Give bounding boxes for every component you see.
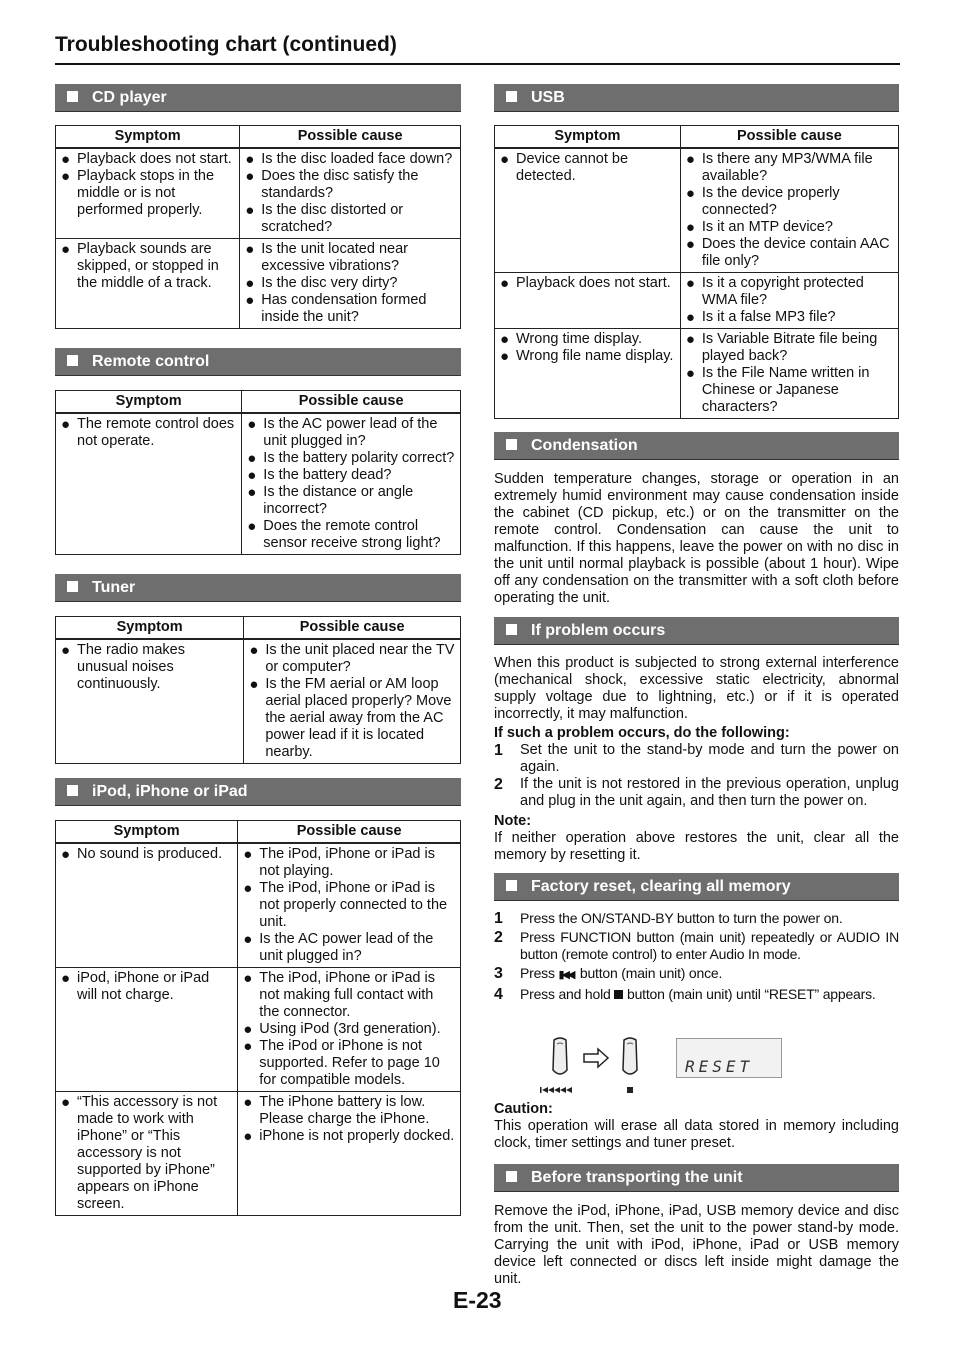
section-remote-control [55,348,461,555]
section-tuner [55,574,461,764]
table-header-row [56,126,461,149]
cause-item: ● Is the device properly connected? [686,185,893,219]
section-header: Condensation [494,432,899,460]
cause-cell [680,273,898,329]
column-header-symptom: Symptom [56,617,244,640]
table-row [56,239,461,329]
lcd-display: RESET [676,1038,782,1078]
step-item: 2 If the unit is not restored in the previous operation, unplug and plug in the unit again, and then turn the power on. [494,776,899,809]
section-if-problem-occurs [494,617,899,864]
cause-item: ● Is it an MTP device? [686,219,893,236]
cause-item: ● The iPod, iPhone or iPad is not making full contact with the connector. [243,970,455,1021]
symptom-item: ● Playback sounds are skipped, or stopped in the middle of a track. [61,241,234,292]
cause-cell [238,843,461,968]
condensation-text: Sudden temperature changes, storage or operation in an extremely humid environment may cause condensation inside the cabinet (CD pickup, etc.) or on the transmitter on the remote control. Condensation can cause the unit to malfunction. If this happens, leave the power on with no disc in the unit until normal playback is possible (about 1 hour). Wipe off any condensation on the transmitter with a soft cloth before operating the unit. [494,471,899,606]
symptom-cell [56,639,244,764]
cause-cell [240,148,461,239]
table-header-row [56,391,461,414]
cause-item: ● Does the device contain AAC file only? [686,236,893,270]
square-icon [506,439,517,450]
column-header-cause: Possible cause [244,617,461,640]
section-header: Factory reset, clearing all memory [494,873,899,901]
step-item: 2 Press FUNCTION button (main unit) repeatedly or AUDIO IN button (remote control) to enter Audio In mode. [494,929,899,962]
table-row [495,329,899,419]
cause-item: ● Is Variable Bitrate file being played back? [686,331,893,365]
symptom-item: ● No sound is produced. [61,846,232,863]
column-header-symptom: Symptom [56,126,240,149]
cause-item: ● Is the battery polarity correct? [247,450,455,467]
transport-text: Remove the iPod, iPhone, iPad, USB memory device and disc from the unit. Then, set the unit to the power stand-by mode. Carrying the unit with iPod, iPhone, iPad or USB memory device left connected or discs left inside might damage the unit. [494,1203,899,1287]
cause-cell [238,968,461,1092]
cause-item: ● The iPod, iPhone or iPad is not playing. [243,846,455,880]
symptom-item: ● Playback stops in the middle or is not performed properly. [61,168,234,219]
symptom-item: ● The remote control does not operate. [61,416,236,450]
note-label: Note: [494,813,532,829]
section-usb [494,84,899,419]
section-header: iPod, iPhone or iPad [55,778,461,806]
ipod-troubleshooting-table [55,820,461,1216]
section-cd-player [55,84,461,329]
table-header-row [56,617,461,640]
cause-item: ● Using iPod (3rd generation). [243,1021,455,1038]
cause-cell [242,413,461,555]
column-header-symptom: Symptom [495,126,681,149]
symptom-cell [56,968,238,1092]
column-header-cause: Possible cause [240,126,461,149]
table-header-row [495,126,899,149]
cause-item: ● Is there any MP3/WMA file available? [686,151,893,185]
table-row [56,413,461,555]
tuner-table [55,616,461,764]
factory-steps [494,910,899,1003]
symptom-cell [56,843,238,968]
section-header: USB [494,84,899,112]
square-icon [67,91,78,102]
cause-item: ● Is the disc very dirty? [245,275,455,292]
section-before-transporting [494,1164,899,1288]
table-row [495,273,899,329]
right-column [494,84,899,1003]
cause-item: ● Is the AC power lead of the unit plugged in? [247,416,455,450]
cause-item: ● Is the unit located near excessive vibrations? [245,241,455,275]
cause-item: ● The iPod, iPhone or iPad is not properly connected to the unit. [243,880,455,931]
title-rule [55,63,900,65]
square-icon [506,1171,517,1182]
table-row [56,148,461,239]
problem-lead: If such a problem occurs, do the following: [494,725,790,741]
symptom-cell [495,273,681,329]
cause-cell [240,239,461,329]
cause-item: ● Does the disc satisfy the standards? [245,168,455,202]
tuner-troubleshooting-table [55,616,461,764]
note-text: If neither operation above restores the unit, clear all the memory by resetting it. [494,830,899,863]
cause-item: ● Does the remote control sensor receive strong light? [247,518,455,552]
section-header: Remote control [55,348,461,376]
cause-cell [680,148,898,273]
step-item: 1 Set the unit to the stand-by mode and turn the power on again. [494,742,899,775]
column-header-cause: Possible cause [242,391,461,414]
factory-caution [494,1101,899,1152]
left-column [55,84,461,1216]
cause-item: ● The iPod or iPhone is not supported. Refer to page 10 for compatible models. [243,1038,455,1089]
stop-label-icon [627,1087,633,1093]
symptom-cell [495,329,681,419]
page-number: E-23 [453,1287,502,1313]
cd-table [55,125,461,329]
cause-item: ● Has condensation formed inside the unit? [245,292,455,326]
table-row [56,968,461,1092]
cause-item: ● Is the distance or angle incorrect? [247,484,455,518]
square-icon [506,624,517,635]
cause-item: ● Is the battery dead? [247,467,455,484]
skip-back-label-icon [540,1087,572,1093]
section-header: If problem occurs [494,617,899,645]
cause-item: ● The iPhone battery is low. Please charge the iPhone. [243,1094,455,1128]
remote-table [55,390,461,555]
square-icon [506,880,517,891]
square-icon [506,91,517,102]
cause-item: ● Is the File Name written in Chinese or Japanese characters? [686,365,893,416]
finger-press-icon [553,1038,567,1074]
symptom-cell [56,413,242,555]
symptom-cell [56,1092,238,1216]
skip-back-icon: ▮◀◀ [558,969,573,981]
step-item: 3 Press ▮◀◀ button (main unit) once. [494,965,723,982]
table-row [56,1092,461,1216]
step-item: 1 Press the ON/STAND-BY button to turn the power on. [494,910,843,927]
symptom-item: ● Playback does not start. [61,151,234,168]
problem-steps [494,742,899,810]
column-header-symptom: Symptom [56,821,238,844]
section-factory-reset [494,873,899,1003]
square-icon [67,581,78,592]
cause-item: ● Is the unit placed near the TV or computer? [249,642,455,676]
column-header-symptom: Symptom [56,391,242,414]
symptom-item: ● iPod, iPhone or iPad will not charge. [61,970,232,1004]
caution-label: Caution: [494,1101,553,1117]
section-condensation [494,432,899,607]
section-header: Before transporting the unit [494,1164,899,1192]
cause-item: ● Is the disc loaded face down? [245,151,455,168]
symptom-item: ● The radio makes unusual noises continuously. [61,642,238,693]
symptom-cell [56,148,240,239]
column-header-cause: Possible cause [680,126,898,149]
cause-item: ● Is it a copyright protected WMA file? [686,275,893,309]
problem-text: When this product is subjected to strong external interference (mechanical shock, excessive static electricity, abnormal supply voltage due to lightning, etc.) or if it is operated incorrectly, it may malfunction. [494,655,899,722]
caution-text: This operation will erase all data stored in memory including clock, timer settings and tuner preset. [494,1118,899,1151]
symptom-item: ● Wrong file name display. [500,348,675,365]
section-header: CD player [55,84,461,112]
symptom-item: ● Device cannot be detected. [500,151,675,185]
remote-troubleshooting-table [55,390,461,555]
arrow-right-icon [584,1049,608,1067]
symptom-item: ● Playback does not start. [500,275,675,292]
square-icon [67,785,78,796]
cause-item: ● iPhone is not properly docked. [243,1128,455,1145]
cause-cell [680,329,898,419]
symptom-item: ● Wrong time display. [500,331,675,348]
step-item: 4 Press and hold button (main unit) until “RESET” appears. [494,986,876,1003]
cause-item: ● Is the FM aerial or AM loop aerial placed properly? Move the aerial away from the AC power lead if it is located nearby. [249,676,455,761]
ipod-table [55,820,461,1216]
symptom-item: ● “This accessory is not made to work with iPhone” or “This accessory is not supported by iPhone” appears on iPhone screen. [61,1094,232,1213]
reset-illustration [536,1034,646,1098]
usb-troubleshooting-table [494,125,899,419]
cause-item: ● Is the disc distorted or scratched? [245,202,455,236]
page-title: Troubleshooting chart (continued) [55,33,397,56]
section-header: Tuner [55,574,461,602]
symptom-cell [495,148,681,273]
cd-troubleshooting-table [55,125,461,329]
table-header-row [56,821,461,844]
symptom-cell [56,239,240,329]
cause-cell [238,1092,461,1216]
section-ipod [55,778,461,1216]
cause-cell [244,639,461,764]
finger-hold-icon [623,1038,637,1074]
square-icon [67,355,78,366]
stop-icon [614,990,623,999]
table-row [56,639,461,764]
column-header-cause: Possible cause [238,821,461,844]
cause-item: ● Is the AC power lead of the unit plugged in? [243,931,455,965]
usb-table [494,125,899,419]
table-row [56,843,461,968]
table-row [495,148,899,273]
cause-item: ● Is it a false MP3 file? [686,309,893,326]
